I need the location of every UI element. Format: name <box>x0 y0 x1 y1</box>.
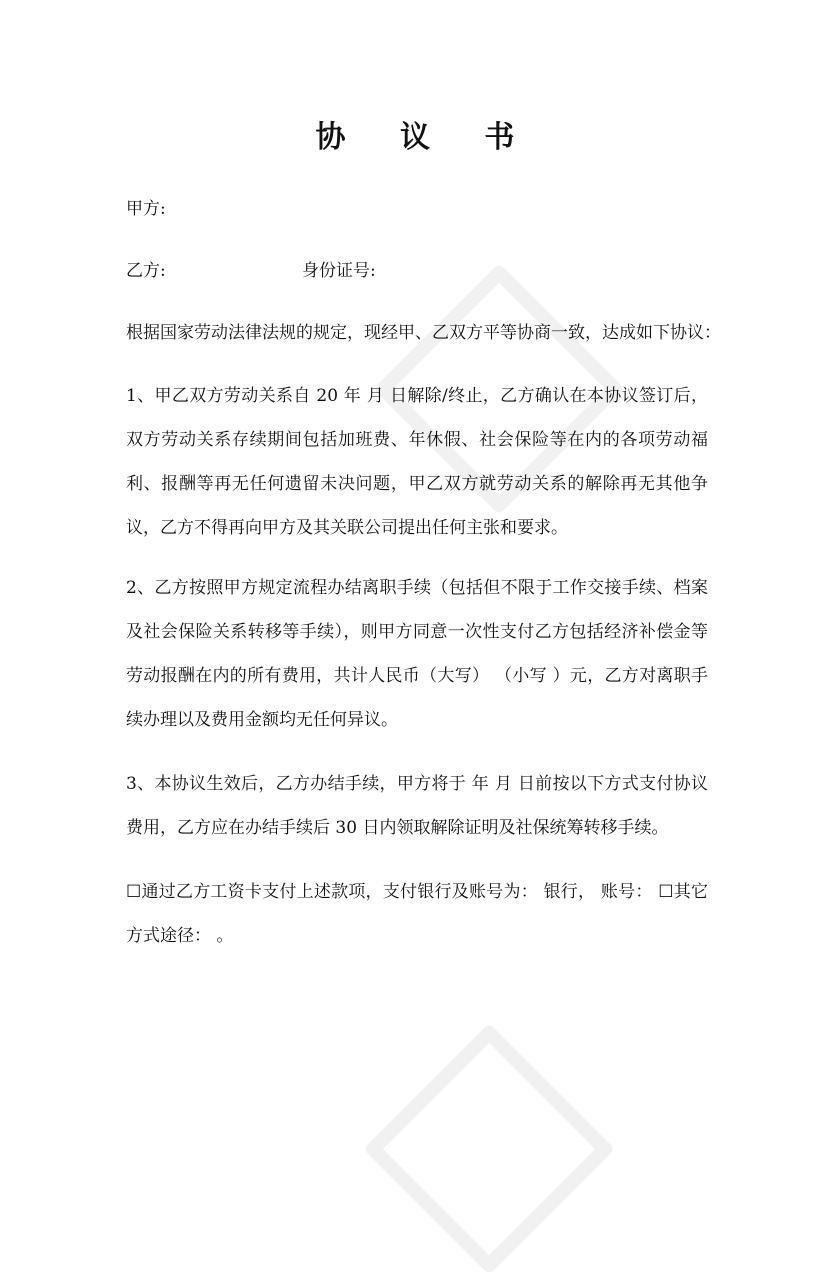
party-a-label: 甲方: <box>126 199 166 219</box>
document-title: 协 议 书 <box>315 120 537 155</box>
watermark <box>363 1023 615 1275</box>
clause-1: 1、甲乙双方劳动关系自 20 年 月 日解除/终止，乙方确认在本协议签订后，双方劳动关系存续期间包括加班费、年休假、社会保险等在内的各项劳动福利、报酬等再无任何遗留未决问题，甲乙双方就劳动关系的解除再无其他争议，乙方不得再向甲方及其关联公司提出任何主张和要求。 <box>126 386 708 538</box>
party-b-label: 乙方: <box>126 261 166 281</box>
clause-3: 3、本协议生效后，乙方办结手续，甲方将于 年 月 日前按以下方式支付协议费用，乙方应在办结手续后 30 日内领取解除证明及社保统筹转移手续。 <box>126 774 708 838</box>
payment-method: ☐通过乙方工资卡支付上述款项，支付银行及账号为： 银行， 账号： ☐其它方式途径： 。 <box>126 882 708 946</box>
clause-2: 2、乙方按照甲方规定流程办结离职手续（包括但不限于工作交接手续、档案及社会保险关系转移等手续），则甲方同意一次性支付乙方包括经济补偿金等劳动报酬在内的所有费用，共计人民币（大写） （小写 ）元，乙方对离职手续办理以及费用金额均无任何异议。 <box>126 578 708 730</box>
intro-paragraph: 根据国家劳动法律法规的规定，现经甲、乙双方平等协商一致，达成如下协议： <box>126 323 721 343</box>
id-number-label: 身份证号: <box>302 261 376 281</box>
